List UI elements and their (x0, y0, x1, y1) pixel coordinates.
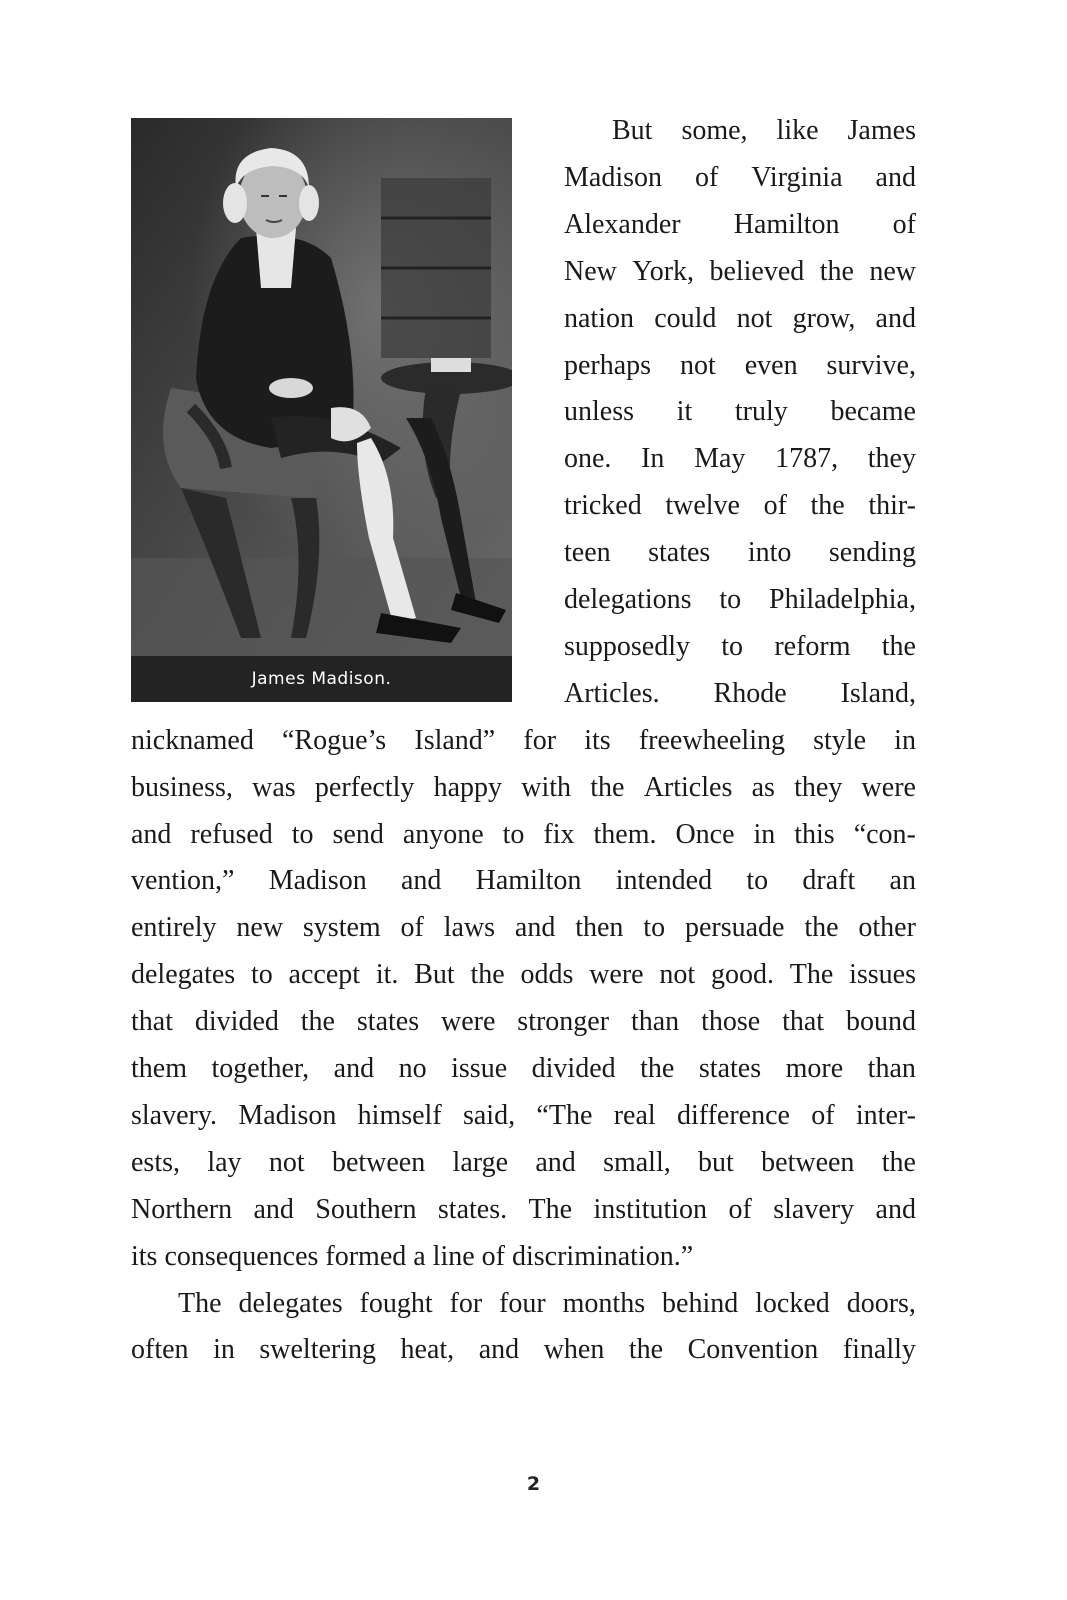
text-line: vention,” Madison and Hamilton intended to draft an (131, 865, 916, 897)
text-line: ests, lay not between large and small, but between the (131, 1146, 916, 1178)
text-line: tricked twelve of the thir- (564, 490, 916, 522)
text-line: Northern and Southern states. The institution of slavery and (131, 1193, 916, 1225)
text-line: New York, believed the new (564, 255, 916, 287)
text-line: entirely new system of laws and then to persuade the other (131, 912, 916, 944)
text-line: supposedly to reform the (564, 630, 916, 662)
text-line: that divided the states were stronger than those that bound (131, 1006, 916, 1038)
text-line: its consequences formed a line of discrimination.” (131, 1240, 694, 1272)
figure-caption: James Madison. (131, 656, 512, 702)
text-line: and refused to send anyone to fix them. Once in this “con- (131, 818, 916, 850)
text-line: perhaps not even survive, (564, 349, 916, 381)
madison-portrait-figure (131, 118, 512, 702)
text-line: them together, and no issue divided the states more than (131, 1053, 916, 1084)
madison-portrait-image (131, 118, 512, 656)
text-line: nation could not grow, and (564, 302, 916, 334)
text-line: delegations to Philadelphia, (564, 584, 916, 615)
text-line: nicknamed “Rogue’s Island” for its freewheeling style in (131, 724, 916, 756)
text-line: unless it truly became (564, 396, 916, 428)
text-line: often in sweltering heat, and when the Convention finally (131, 1334, 916, 1366)
text-line: delegates to accept it. But the odds were not good. The issues (131, 959, 916, 991)
text-line: one. In May 1787, they (564, 443, 916, 475)
text-line: Articles. Rhode Island, (564, 677, 916, 709)
text-line: Madison of Virginia and (564, 161, 916, 193)
text-line: But some, like James (612, 115, 916, 146)
text-line: teen states into sending (564, 537, 916, 569)
text-line: business, was perfectly happy with the Articles as they were (131, 771, 916, 803)
text-line: slavery. Madison himself said, “The real difference of inter- (131, 1099, 916, 1131)
text-line: The delegates fought for four months behind locked doors, (178, 1287, 916, 1319)
page-number: 2 (526, 1473, 541, 1495)
text-line: Alexander Hamilton of (564, 208, 916, 240)
